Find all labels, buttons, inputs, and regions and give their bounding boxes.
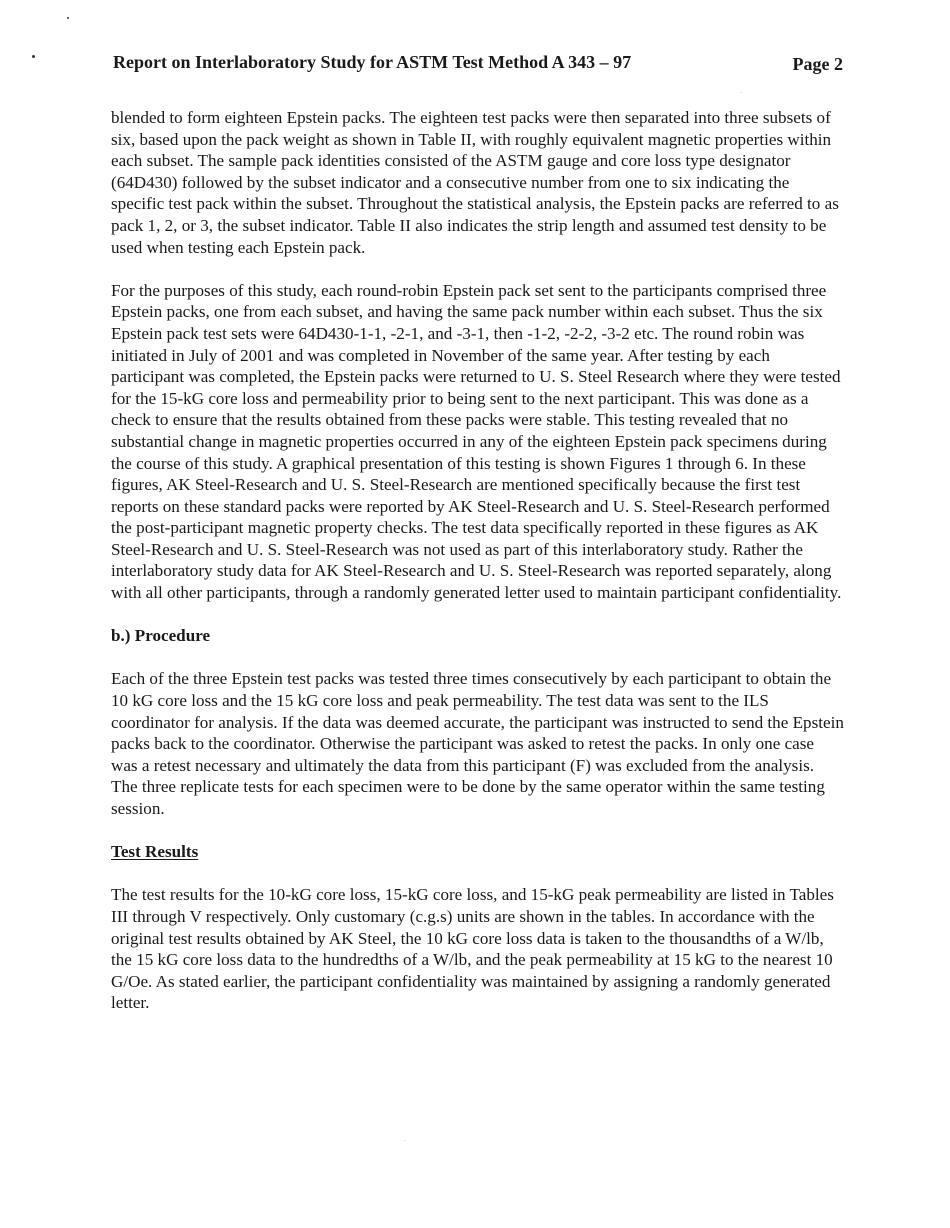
heading-procedure: b.) Procedure — [111, 626, 211, 646]
scan-speck — [404, 1140, 405, 1141]
paragraph-procedure: Each of the three Epstein test packs was tested three times consecutively by each participant to obtain the 10 kG core loss and the 15 kG core loss and peak permeability. The test data was sent to the ILS coordinator for analysis. If the data was deemed accurate, the participant was instructed to send the Epstein packs back to the coordinator. Otherwise the participant was asked to retest the packs. In only one case was a retest necessary and ultimately the data from this participant (F) was excluded from the analysis. The three replicate tests for each specimen were to be done by the same operator within the same testing session. — [111, 669, 844, 818]
page-header — [113, 51, 843, 75]
body-text — [111, 107, 844, 1036]
scan-speck — [32, 55, 35, 58]
scan-speck — [741, 92, 742, 93]
report-title: Report on Interlaboratory Study for ASTM Test Method A 343 – 97 — [113, 52, 632, 72]
paragraph-test-results: The test results for the 10-kG core loss, 15-kG core loss, and 15-kG peak permeability are listed in Tables III through V respectively. Only customary (c.g.s) units are shown in the tables. In accordance with the original test results obtained by AK Steel, the 10 kG core loss data is taken to the thousandths of a W/lb, the 15 kG core loss data to the hundredths of a W/lb, and the peak permeability at 15 kG to the nearest 10 G/Oe. As stated earlier, the participant confidentiality was maintained by assigning a randomly generated letter. — [111, 885, 834, 1013]
heading-test-results: Test Results — [111, 842, 199, 862]
scan-speck — [67, 17, 69, 19]
page-number: Page 2 — [792, 54, 843, 74]
paragraph-pack-blending: blended to form eighteen Epstein packs. The eighteen test packs were then separated into three subsets of six, based upon the pack weight as shown in Table II, with roughly equivalent magnetic properties within each subset. The sample pack identities consisted of the ASTM gauge and core loss type designator (64D430) followed by the subset indicator and a consecutive number from one to six indicating the specific test pack within the subset. Throughout the statistical analysis, the Epstein packs are referred to as pack 1, 2, or 3, the subset indicator. Table II also indicates the strip length and assumed test density to be used when testing each Epstein pack. — [111, 108, 839, 257]
paragraph-round-robin: For the purposes of this study, each round-robin Epstein pack set sent to the participants comprised three Epstein packs, one from each subset, and having the same pack number within each subset. Thus the six Epstein pack test sets were 64D430-1-1, -2-1, and -3-1, then -1-2, -2-2, -3-2 etc. The round robin was initiated in July of 2001 and was completed in November of the same year. After testing by each participant was completed, the Epstein packs were returned to U. S. Steel Research where they were tested for the 15-kG core loss and permeability prior to being sent to the next participant. This was done as a check to ensure that the results obtained from these packs were stable. This testing revealed that no substantial change in magnetic properties occurred in any of the eighteen Epstein pack specimens during the course of this study. A graphical presentation of this testing is shown Figures 1 through 6. In these figures, AK Steel-Research and U. S. Steel-Research are mentioned specifically because the first test reports on these standard packs were reported by AK Steel-Research and U. S. Steel-Research performed the post-participant magnetic property checks. The test data specifically reported in these figures as AK Steel-Research and U. S. Steel-Research was not used as part of this interlaboratory study. Rather the interlaboratory study data for AK Steel-Research and U. S. Steel-Research was reported separately, along with all other participants, through a randomly generated letter used to maintain participant confidentiality. — [111, 280, 842, 603]
